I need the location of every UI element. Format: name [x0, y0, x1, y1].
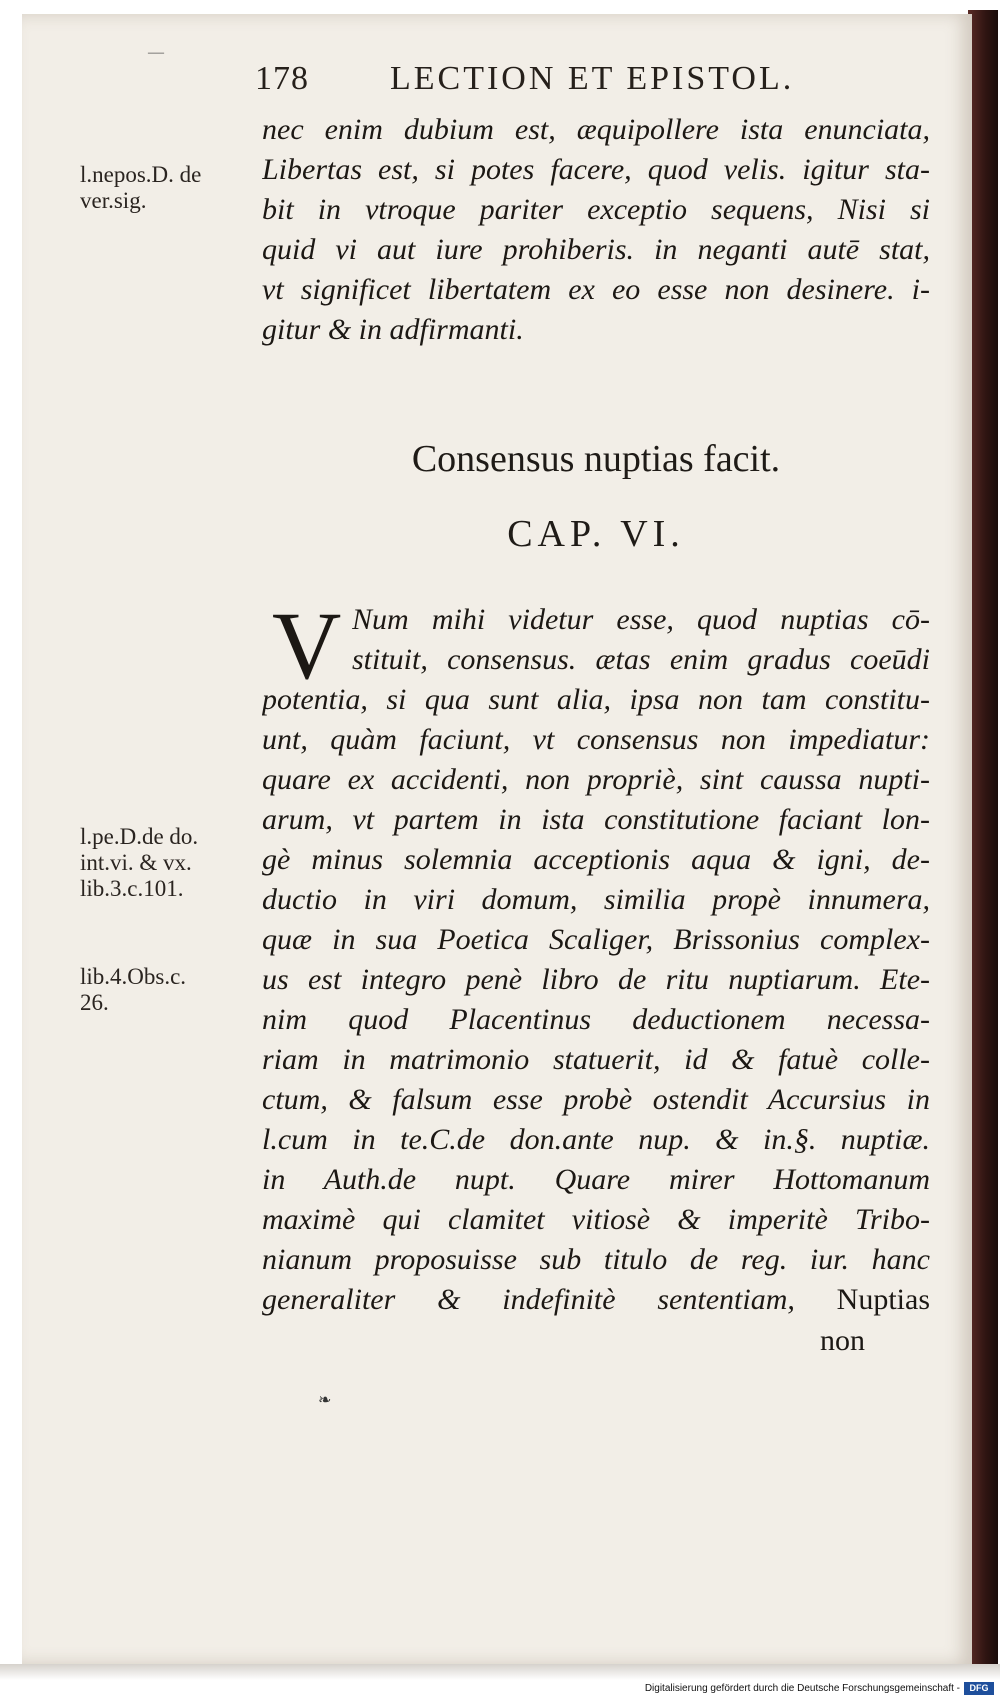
text-line: Libertas est, si potes facere, quod velis. igitur sta- [262, 153, 930, 186]
margin-note-line: l.pe.D.de do. [80, 824, 199, 849]
text-line-last [262, 1280, 930, 1320]
text-line: Num mihi videtur esse, quod nuptias cō- [352, 603, 930, 636]
text-line: ctum, & falsum esse probè ostendit Accursius in [262, 1083, 930, 1116]
page-bottom-shadow [0, 1664, 1000, 1680]
section-heading: Consensus nuptias facit. [411, 438, 781, 480]
catchword: non [820, 1324, 865, 1357]
paragraph-2-opening [352, 600, 930, 680]
margin-note-1 [80, 162, 255, 214]
text-line: quid vi aut iure prohiberis. in neganti autē stat, [262, 233, 930, 266]
text-line: gè minus solemnia acceptionis aqua & igni, de- [262, 843, 930, 876]
paragraph-2 [262, 680, 930, 1320]
text-italic-part: generaliter & indefinitè sententiam, [262, 1283, 795, 1316]
margin-note-line: lib.4.Obs.c. [80, 964, 187, 989]
text-line: gitur & in adfirmanti. [262, 313, 524, 346]
text-line: unt, quàm faciunt, vt consensus non impediatur: [262, 723, 930, 756]
top-mark: — [148, 44, 164, 61]
margin-note-3 [80, 964, 255, 1016]
margin-note-2 [80, 824, 255, 902]
text-line: maximè qui clamitet vitiosè & imperitè Tribo- [262, 1203, 930, 1236]
paragraph-1 [262, 110, 930, 350]
text-line: stituit, consensus. ætas enim gradus coeūdi [352, 643, 930, 676]
margin-note-line: ver.sig. [80, 188, 147, 213]
text-line: ductio in viri domum, similia propè innumera, [262, 883, 930, 916]
text-line: vt significet libertatem ex eo esse non desinere. i- [262, 273, 930, 306]
book-spine-edge [968, 10, 998, 1678]
text-line: quare ex accidenti, non propriè, sint caussa nupti- [262, 763, 930, 796]
text-line: us est integro penè libro de ritu nuptiarum. Ete- [262, 963, 930, 996]
drop-cap: V [272, 592, 342, 699]
text-line: quæ in sua Poetica Scaliger, Brissonius complex- [262, 923, 930, 956]
running-head-title: LECTION ET EPISTOL. [390, 60, 795, 97]
chapter-heading: CAP. VI. [507, 513, 685, 555]
text-line: potentia, si qua sunt alia, ipsa non tam constitu- [262, 683, 930, 716]
margin-note-line: lib.3.c.101. [80, 876, 184, 901]
margin-note-line: l.nepos.D. de [80, 162, 202, 187]
text-line: nec enim dubium est, æquipollere ista enunciata, [262, 113, 930, 146]
text-line: arum, vt partem in ista constitutione faciant lon- [262, 803, 930, 836]
text-roman-part: Nuptias [794, 1283, 930, 1316]
text-line: riam in matrimonio statuerit, id & fatuè colle- [262, 1043, 930, 1076]
text-line: bit in vtroque pariter exceptio sequens, Nisi si [262, 193, 930, 226]
running-head [255, 60, 905, 106]
stray-ink-mark: ❧ [318, 1392, 332, 1409]
text-line: nianum proposuisse sub titulo de reg. iur. hanc [262, 1243, 930, 1276]
digitization-credit: Digitalisierung gefördert durch die Deutsche Forschungsgemeinschaft - [644, 1683, 960, 1694]
margin-note-line: 26. [80, 990, 109, 1015]
text-line: in Auth.de nupt. Quare mirer Hottomanum [262, 1163, 930, 1196]
margin-note-line: int.vi. & vx. [80, 850, 192, 875]
text-line: nim quod Placentinus deductionem necessa- [262, 1003, 930, 1036]
page-number: 178 [255, 60, 309, 97]
text-line: l.cum in te.C.de don.ante nup. & in.§. nuptiæ. [262, 1123, 930, 1156]
dfg-logo: DFG [964, 1682, 994, 1695]
